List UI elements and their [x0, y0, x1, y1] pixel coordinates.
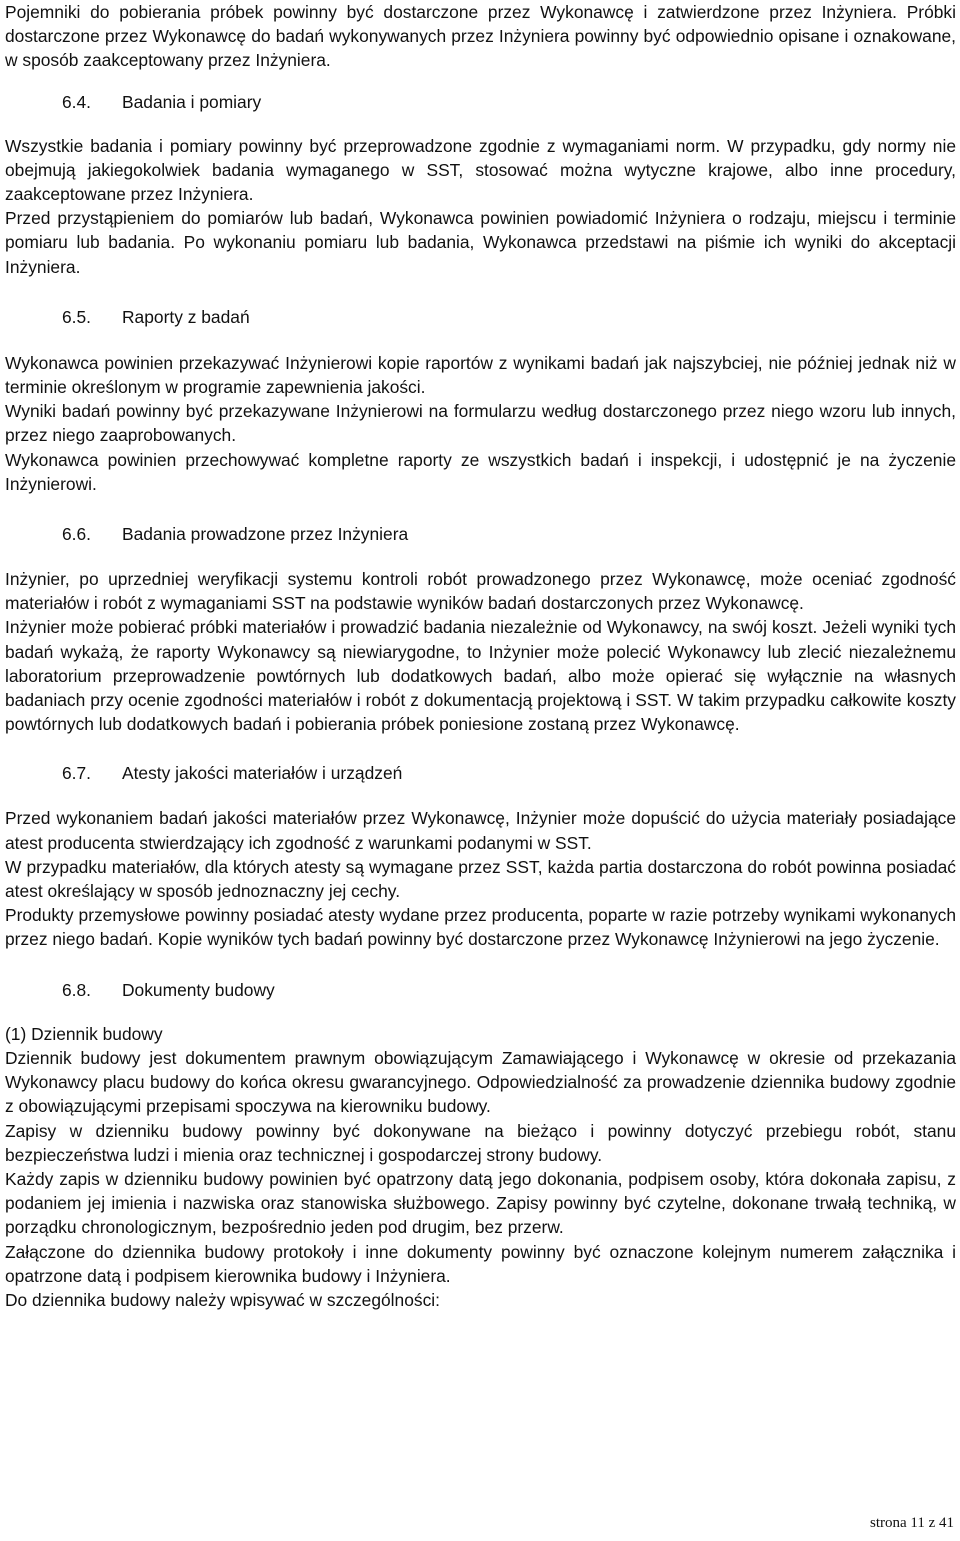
paragraph: Przed przystąpieniem do pomiarów lub badań, Wykonawca powinien powiadomić Inżyniera o rodzaju, miejscu i terminie pomiaru lub badania. Po wykonaniu pomiaru lub badania, Wykonawca przedstawi na piśmie ich wyniki do akceptacji Inżyniera. [5, 208, 956, 277]
section-heading-6-6 [5, 522, 956, 546]
subheading: (1) Dziennik budowy [5, 1023, 163, 1044]
section-number: 6.7. [62, 763, 92, 784]
section-title: Badania prowadzone przez Inżyniera [122, 524, 409, 545]
section-heading-6-4 [5, 90, 956, 114]
paragraph: Wszystkie badania i pomiary powinny być przeprowadzone zgodnie z wymaganiami norm. W przypadku, gdy normy nie obejmują jakiegokolwiek badania wymaganego w SST, stosować można wytyczne krajowe, albo inne procedury, zaakceptowane przez Inżyniera. [5, 135, 956, 205]
paragraph: Zapisy w dzienniku budowy powinny być dokonywane na bieżąco i powinny dotyczyć przebiegu robót, stanu bezpieczeństwa ludzi i mienia oraz technicznej i gospodarczej strony budowy. [5, 1120, 956, 1165]
section-title: Raporty z badań [122, 306, 250, 327]
section-number: 6.5. [62, 306, 92, 327]
paragraph: W przypadku materiałów, dla których atesty są wymagane przez SST, każda partia dostarczona do robót powinna posiadać atest określający w sposób jednoznaczny jej cechy. [5, 856, 956, 902]
paragraph: Wykonawca powinien przekazywać Inżynierowi kopie raportów z wynikami badań jak najszybciej, nie później jednak niż w terminie określonym w programie zapewnienia jakości. [5, 352, 956, 398]
document-page [5, 0, 956, 1312]
section-heading-6-7 [5, 761, 956, 785]
section-number: 6.6. [62, 524, 92, 545]
page-number: strona 11 z 41 [869, 1515, 954, 1531]
paragraph: Inżynier, po uprzedniej weryfikacji systemu kontroli robót prowadzonego przez Wykonawcę, może oceniać zgodność materiałów i robót z wymaganiami SST na podstawie wyników badań dostarczonych przez Wykonawcę. [5, 569, 956, 614]
paragraph: Produkty przemysłowe powinny posiadać atesty wydane przez producenta, poparte w razie potrzeby wynikami wykonanych przez niego badań. Kopie wyników tych badań powinny być dostarczone przez Wykonawcę Inżynierowi na jego życzenie. [5, 905, 956, 950]
section-title: Atesty jakości materiałów i urządzeń [122, 763, 403, 784]
section-title: Dokumenty budowy [122, 979, 275, 1000]
paragraph: Do dziennika budowy należy wpisywać w szczególności: [5, 1289, 440, 1310]
intro-paragraph: Pojemniki do pobierania próbek powinny być dostarczone przez Wykonawcę i zatwierdzone przez Inżyniera. Próbki dostarczone przez Wykonawcę do badań wykonywanych przez Inżyniera powinny być odpowiednio opisane i oznakowane, w sposób zaakceptowany przez Inżyniera. [5, 2, 956, 71]
paragraph: Wyniki badań powinny być przekazywane Inżynierowi na formularzu według dostarczonego przez niego wzoru lub innych, przez niego zaaprobowanych. [5, 401, 956, 446]
paragraph: Inżynier może pobierać próbki materiałów i prowadzić badania niezależnie od Wykonawcy, na swój koszt. Jeżeli wyniki tych badań wykażą, że raporty Wykonawcy są niewiarygodne, to Inżynier może polecić Wykonawcy lub zlecić niezależnemu laboratorium przeprowadzenie powtórnych lub dodatkowych badań, albo może opierać się wyłącznie na własnych badaniach przy ocenie zgodności materiałów i robót z dokumentacją projektową i SST. W takim przypadku całkowite koszty powtórnych lub dodatkowych badań i pobierania próbek poniesione zostaną przez Wykonawcę. [5, 617, 956, 735]
paragraph: Wykonawca powinien przechowywać kompletne raporty ze wszystkich badań i inspekcji, i udostępnić je na życzenie Inżynierowi. [5, 449, 956, 494]
paragraph: Dziennik budowy jest dokumentem prawnym obowiązującym Zamawiającego i Wykonawcę w okresie od przekazania Wykonawcy placu budowy do końca okresu gwarancyjnego. Odpowiedzialność za prowadzenie dziennika budowy zgodnie z obowiązującymi przepisami spoczywa na kierowniku budowy. [5, 1047, 956, 1117]
section-number: 6.8. [62, 979, 92, 1000]
paragraph: Przed wykonaniem badań jakości materiałów przez Wykonawcę, Inżynier może dopuścić do użycia materiały posiadające atest producenta stwierdzający ich zgodność z warunkami podanymi w SST. [5, 808, 956, 853]
paragraph: Każdy zapis w dzienniku budowy powinien być opatrzony datą jego dokonania, podpisem osoby, która dokonała zapisu, z podaniem jej imienia i nazwiska oraz stanowiska służbowego. Zapisy powinny być czytelne, dokonane trwałą techniką, w porządku chronologicznym, bezpośrednio jeden pod drugim, bez przerw. [5, 1168, 956, 1238]
section-heading-6-5 [5, 305, 956, 329]
section-title: Badania i pomiary [122, 91, 262, 112]
paragraph: Załączone do dziennika budowy protokoły i inne dokumenty powinny być oznaczone kolejnym numerem załącznika i opatrzone datą i podpisem kierownika budowy i Inżyniera. [5, 1241, 956, 1286]
section-heading-6-8 [5, 978, 956, 1002]
section-number: 6.4. [62, 91, 92, 112]
